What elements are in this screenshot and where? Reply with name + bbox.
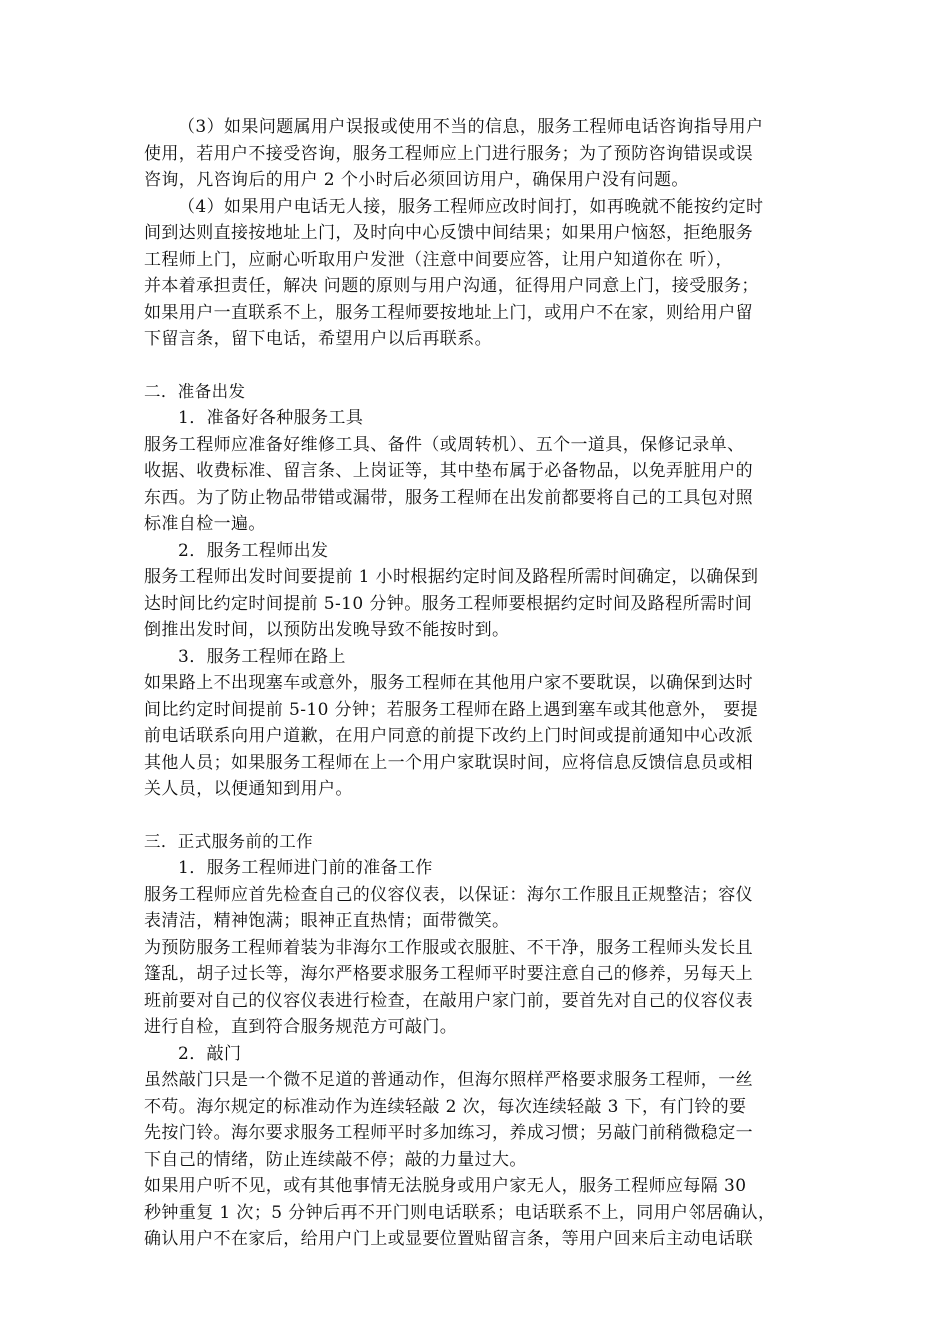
- text-line: 不苟。海尔规定的标准动作为连续轻敲 2 次，每次连续轻敲 3 下，有门铃的要: [144, 1096, 747, 1117]
- text-line: 如果用户听不见，或有其他事情无法脱身或用户家无人，服务工程师应每隔 30: [144, 1176, 747, 1196]
- text-line: 确认用户不在家后，给用户门上或显要位置贴留言条，等用户回来后主动电话联: [144, 1229, 753, 1249]
- blank-line: [144, 353, 808, 379]
- text-line: 为预防服务工程师着装为非海尔工作服或衣服脏、不干净，服务工程师头发长且: [144, 937, 753, 958]
- text-line: 篷乱，胡子过长等，海尔严格要求服务工程师平时要注意自己的修养，另每天上: [144, 964, 753, 984]
- text-line: 进行自检，直到符合服务规范方可敲门。: [144, 1017, 458, 1037]
- text-line: 表清洁，精神饱满；眼神正直热情；面带微笑。: [144, 911, 510, 931]
- text-line: 前电话联系向用户道歉，在用户同意的前提下改约上门时间或提前通知中心改派: [144, 726, 753, 746]
- text-line: 间到达则直接按地址上门，及时向中心反馈中间结果；如果用户恼怒，拒绝服务: [144, 223, 753, 243]
- text-line: 如果用户一直联系不上，服务工程师要按地址上门，或用户不在家，则给用户留: [144, 302, 753, 323]
- text-line: 如果路上不出现塞车或意外，服务工程师在其他用户家不要耽误，以确保到达时: [144, 673, 753, 693]
- document-page: [144, 114, 808, 1253]
- subsection-heading: 2．敲门: [178, 1043, 242, 1064]
- text-line: 服务工程师出发时间要提前 1 小时根据约定时间及路程所需时间确定，以确保到: [144, 567, 759, 587]
- text-line: 使用，若用户不接受咨询，服务工程师应上门进行服务；为了预防咨询错误或误: [144, 143, 753, 164]
- text-line: 关人员，以便通知到用户。: [144, 779, 353, 799]
- text-line: 班前要对自己的仪容仪表进行检查，在敲用户家门前，要首先对自己的仪容仪表: [144, 990, 753, 1011]
- subsection-heading: 2．服务工程师出发: [178, 540, 329, 561]
- text-line: 间比约定时间提前 5-10 分钟；若服务工程师在路上遇到塞车或其他意外， 要提: [144, 699, 759, 720]
- section-heading: 三．正式服务前的工作: [144, 831, 313, 851]
- text-line: 秒钟重复 1 次；5 分钟后再不开门则电话联系；电话联系不上，同用户邻居确认，: [144, 1202, 776, 1223]
- section-heading: 二．准备出发: [144, 381, 246, 401]
- subsection-heading: 3．服务工程师在路上: [178, 646, 346, 667]
- text-line: 咨询，凡咨询后的用户 2 个小时后必须回访用户，确保用户没有问题。: [144, 170, 689, 190]
- text-line: 服务工程师应首先检查自己的仪容仪表，以保证：海尔工作服且正规整洁；容仪: [144, 884, 753, 905]
- text-line: 下自己的情绪，防止连续敲不停；敲的力量过大。: [144, 1149, 527, 1170]
- blank-line: [144, 803, 808, 829]
- text-line: 标准自检一遍。: [144, 514, 266, 534]
- text-line: （4）如果用户电话无人接，服务工程师应改时间打，如再晚就不能按约定时: [178, 196, 764, 217]
- text-line: 其他人员；如果服务工程师在上一个用户家耽误时间，应将信息反馈信息员或相: [144, 752, 753, 773]
- subsection-heading: 1．服务工程师进门前的准备工作: [178, 858, 433, 878]
- paragraph-p1: [144, 114, 808, 194]
- text-line: 并本着承担责任，解决 问题的原则与用户沟通，征得用户同意上门，接受服务；: [144, 276, 759, 296]
- paragraph-p2: [144, 194, 808, 353]
- text-line: 达时间比约定时间提前 5-10 分钟。服务工程师要根据约定时间及路程所需时间: [144, 593, 753, 614]
- section-2: [144, 379, 808, 803]
- text-line: 先按门铃。海尔要求服务工程师平时多加练习，养成习惯；另敲门前稍微稳定一: [144, 1123, 753, 1143]
- text-line: 下留言条，留下电话，希望用户以后再联系。: [144, 329, 492, 349]
- text-line: 虽然敲门只是一个微不足道的普通动作，但海尔照样严格要求服务工程师，一丝: [144, 1070, 753, 1090]
- section-3: [144, 829, 808, 1253]
- text-line: 服务工程师应准备好维修工具、备件（或周转机）、五个一道具，保修记录单、: [144, 434, 745, 455]
- text-line: （3）如果问题属用户误报或使用不当的信息，服务工程师电话咨询指导用户: [178, 117, 764, 137]
- text-line: 倒推出发时间，以预防出发晚导致不能按时到。: [144, 620, 510, 640]
- text-line: 工程师上门，应耐心听取用户发泄（注意中间要应答，让用户知道你在 听），: [144, 249, 733, 270]
- text-line: 东西。为了防止物品带错或漏带，服务工程师在出发前都要将自己的工具包对照: [144, 487, 753, 508]
- text-line: 收据、收费标准、留言条、上岗证等，其中垫布属于必备物品，以免弄脏用户的: [144, 461, 753, 481]
- subsection-heading: 1．准备好各种服务工具: [178, 408, 364, 428]
